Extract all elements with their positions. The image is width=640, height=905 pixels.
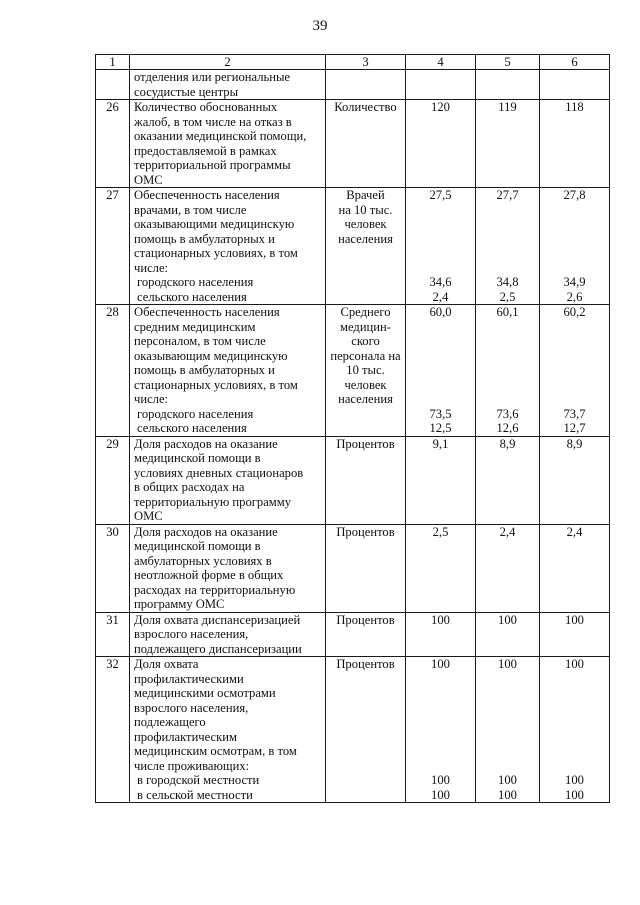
description-line: амбулаторных условиях в xyxy=(134,553,272,568)
description-line: помощь в амбулаторных и xyxy=(134,231,275,246)
spacer xyxy=(544,320,605,407)
unit-line: 10 тыс. xyxy=(346,363,385,377)
value-cell xyxy=(476,612,540,657)
description-line: Доля расходов на оказание xyxy=(134,524,278,539)
value-cell xyxy=(406,436,476,524)
row-number: 27 xyxy=(106,188,119,202)
value: 60,1 xyxy=(496,305,519,319)
description-cell xyxy=(130,524,326,612)
table-row xyxy=(96,524,610,612)
sub-value: 12,7 xyxy=(563,421,586,435)
row-number: 30 xyxy=(106,524,119,539)
value-cell xyxy=(540,612,610,657)
sub-value: 34,9 xyxy=(563,275,586,289)
description-line: врачами, в том числе xyxy=(134,202,247,217)
description-line: оказывающими медицинскую xyxy=(134,217,295,231)
sub-value: 34,6 xyxy=(429,275,452,289)
description-line: взрослого населения, xyxy=(134,627,249,641)
description-line: медицинским осмотрам, в том xyxy=(134,744,297,758)
unit-line: Врачей xyxy=(346,188,385,202)
value-cell xyxy=(540,70,610,100)
description-line: предоставляемой в рамках xyxy=(134,143,277,158)
spacer xyxy=(410,320,471,407)
description-line: медицинской помощи в xyxy=(134,451,261,465)
column-header: 5 xyxy=(476,55,540,70)
sub-row-label: в сельской местности xyxy=(137,787,253,802)
description-line: неотложной форме в общих xyxy=(134,568,284,582)
continuation-line: отделения или региональные xyxy=(134,70,291,84)
unit-cell xyxy=(326,436,406,524)
value: 100 xyxy=(431,612,450,627)
value: 27,5 xyxy=(429,188,452,202)
sub-value: 100 xyxy=(565,773,584,787)
description-line: ОМС xyxy=(134,509,163,523)
description-line: медицинской помощи в xyxy=(134,539,261,553)
value: 8,9 xyxy=(566,436,583,451)
unit-cell xyxy=(326,612,406,657)
sub-value: 100 xyxy=(498,773,517,787)
description-line: персоналом, в том числе xyxy=(134,334,266,348)
description-line: подлежащего xyxy=(134,715,206,729)
table-row xyxy=(96,657,610,803)
sub-value: 100 xyxy=(431,773,450,787)
continuation-row xyxy=(96,70,610,100)
value-cell xyxy=(476,657,540,803)
spacer xyxy=(410,672,471,774)
sub-value: 12,5 xyxy=(429,421,452,435)
unit-line: Процентов xyxy=(336,524,395,539)
value: 60,2 xyxy=(563,305,586,319)
value: 100 xyxy=(565,657,584,671)
row-number-cell xyxy=(96,612,130,657)
unit-line: Количество xyxy=(334,100,397,114)
spacer xyxy=(480,320,535,407)
description-line: подлежащего диспансеризации xyxy=(134,641,302,656)
sub-value: 12,6 xyxy=(496,421,519,435)
description-line: числе: xyxy=(134,260,169,275)
description-line: жалоб, в том числе на отказ в xyxy=(134,114,292,129)
value: 27,8 xyxy=(563,188,586,202)
sub-value: 34,8 xyxy=(496,275,519,289)
sub-value: 100 xyxy=(431,787,450,802)
table-row xyxy=(96,305,610,437)
description-line: Доля охвата диспансеризацией xyxy=(134,612,301,627)
row-number-cell xyxy=(96,70,130,100)
page-number: 39 xyxy=(312,18,328,34)
value-cell xyxy=(476,70,540,100)
sub-row-label: сельского населения xyxy=(137,289,247,304)
description-line: в общих расходах на xyxy=(134,480,245,494)
sub-row-label: городского населения xyxy=(137,406,254,421)
table-row xyxy=(96,436,610,524)
value-cell xyxy=(540,305,610,437)
value-cell xyxy=(476,436,540,524)
unit-cell xyxy=(326,524,406,612)
row-number-cell xyxy=(96,524,130,612)
unit-line: человек xyxy=(344,217,387,231)
sub-value: 73,7 xyxy=(563,406,586,421)
value-cell xyxy=(406,100,476,188)
value: 60,0 xyxy=(429,305,452,319)
value-cell xyxy=(476,305,540,437)
row-number-cell xyxy=(96,436,130,524)
value: 119 xyxy=(498,100,517,114)
sub-value: 2,4 xyxy=(432,289,449,304)
description-line: Обеспеченность населения xyxy=(134,188,280,202)
unit-line: Процентов xyxy=(336,657,395,671)
value-cell xyxy=(406,305,476,437)
description-line: взрослого населения, xyxy=(134,700,249,715)
unit-line: ского xyxy=(351,334,380,348)
row-number-cell xyxy=(96,188,130,305)
sub-value: 100 xyxy=(498,787,517,802)
unit-line: медицин- xyxy=(340,319,391,334)
value: 2,4 xyxy=(566,524,583,539)
spacer xyxy=(410,203,471,276)
spacer xyxy=(544,203,605,276)
unit-cell xyxy=(326,305,406,437)
header-row xyxy=(96,55,610,70)
value: 100 xyxy=(498,657,517,671)
description-line: Обеспеченность населения xyxy=(134,305,280,319)
unit-cell xyxy=(326,100,406,188)
column-header: 2 xyxy=(130,55,326,70)
description-line: территориальную программу xyxy=(134,494,292,509)
description-line: профилактическими xyxy=(134,671,244,686)
value: 2,5 xyxy=(432,524,449,539)
unit-line: человек xyxy=(344,377,387,392)
value: 120 xyxy=(431,100,450,114)
row-number: 31 xyxy=(106,612,119,627)
description-cell xyxy=(130,188,326,305)
value: 2,4 xyxy=(499,524,516,539)
unit-line: персонала на xyxy=(330,348,401,363)
sub-row-label: городского населения xyxy=(137,275,254,289)
column-header: 1 xyxy=(96,55,130,70)
description-cell xyxy=(130,305,326,437)
description-line: расходах на территориальную xyxy=(134,582,296,597)
description-line: Доля расходов на оказание xyxy=(134,436,278,451)
sub-value: 100 xyxy=(565,787,584,802)
unit-line: населения xyxy=(338,231,393,246)
value-cell xyxy=(540,524,610,612)
description-line: стационарных условиях, в том xyxy=(134,246,298,260)
column-header: 6 xyxy=(540,55,610,70)
continuation-line: сосудистые центры xyxy=(134,84,239,99)
sub-row-label: в городской местности xyxy=(137,773,260,787)
row-number: 26 xyxy=(106,100,119,114)
row-number: 29 xyxy=(106,436,119,451)
description-line: территориальной программы xyxy=(134,158,291,172)
description-line: ОМС xyxy=(134,172,163,187)
spacer xyxy=(544,672,605,774)
value: 8,9 xyxy=(499,436,516,451)
unit-line: на 10 тыс. xyxy=(338,202,393,217)
description-line: Количество обоснованных xyxy=(134,100,278,114)
description-line: Доля охвата xyxy=(134,657,199,671)
unit-cell xyxy=(326,70,406,100)
value: 118 xyxy=(565,100,584,114)
spacer xyxy=(480,672,535,774)
description-line: оказывающим медицинскую xyxy=(134,348,288,363)
value-cell xyxy=(406,188,476,305)
value-cell xyxy=(476,188,540,305)
description-cell xyxy=(130,612,326,657)
column-header: 3 xyxy=(326,55,406,70)
row-number: 32 xyxy=(106,657,119,671)
description-line: средним медицинским xyxy=(134,319,256,334)
value-cell xyxy=(540,657,610,803)
sub-row-label: сельского населения xyxy=(137,421,247,435)
value: 9,1 xyxy=(432,436,449,451)
description-line: условиях дневных стационаров xyxy=(134,465,304,480)
sub-value: 2,5 xyxy=(499,289,516,304)
value-cell xyxy=(406,612,476,657)
value-cell xyxy=(540,188,610,305)
column-header: 4 xyxy=(406,55,476,70)
value-cell xyxy=(406,657,476,803)
unit-cell xyxy=(326,188,406,305)
unit-line: населения xyxy=(338,392,393,406)
spacer xyxy=(480,203,535,276)
value-cell xyxy=(406,524,476,612)
sub-value: 73,5 xyxy=(429,406,452,421)
description-cell xyxy=(130,436,326,524)
description-line: числе: xyxy=(134,392,169,406)
continuation-text-cell xyxy=(130,70,326,100)
row-number-cell xyxy=(96,657,130,803)
value: 100 xyxy=(431,657,450,671)
table-row xyxy=(96,612,610,657)
sub-value: 73,6 xyxy=(496,406,519,421)
unit-line: Процентов xyxy=(336,612,395,627)
description-line: медицинскими осмотрами xyxy=(134,686,276,700)
table-row xyxy=(96,188,610,305)
description-line: помощь в амбулаторных и xyxy=(134,363,275,377)
description-line: оказании медицинской помощи, xyxy=(134,129,307,143)
unit-line: Процентов xyxy=(336,436,395,451)
description-line: профилактическим xyxy=(134,729,237,744)
indicators-table xyxy=(95,54,610,803)
description-cell xyxy=(130,100,326,188)
description-line: стационарных условиях, в том xyxy=(134,377,298,392)
description-line: программу ОМС xyxy=(134,597,225,611)
description-line: числе проживающих: xyxy=(134,758,250,773)
value-cell xyxy=(540,436,610,524)
unit-cell xyxy=(326,657,406,803)
value-cell xyxy=(540,100,610,188)
value-cell xyxy=(476,524,540,612)
row-number: 28 xyxy=(106,305,119,319)
unit-line: Среднего xyxy=(340,305,391,319)
row-number-cell xyxy=(96,100,130,188)
row-number-cell xyxy=(96,305,130,437)
value: 27,7 xyxy=(496,188,519,202)
description-cell xyxy=(130,657,326,803)
value: 100 xyxy=(565,612,584,627)
value: 100 xyxy=(498,612,517,627)
table-row xyxy=(96,100,610,188)
value-cell xyxy=(476,100,540,188)
value-cell xyxy=(406,70,476,100)
sub-value: 2,6 xyxy=(566,289,583,304)
